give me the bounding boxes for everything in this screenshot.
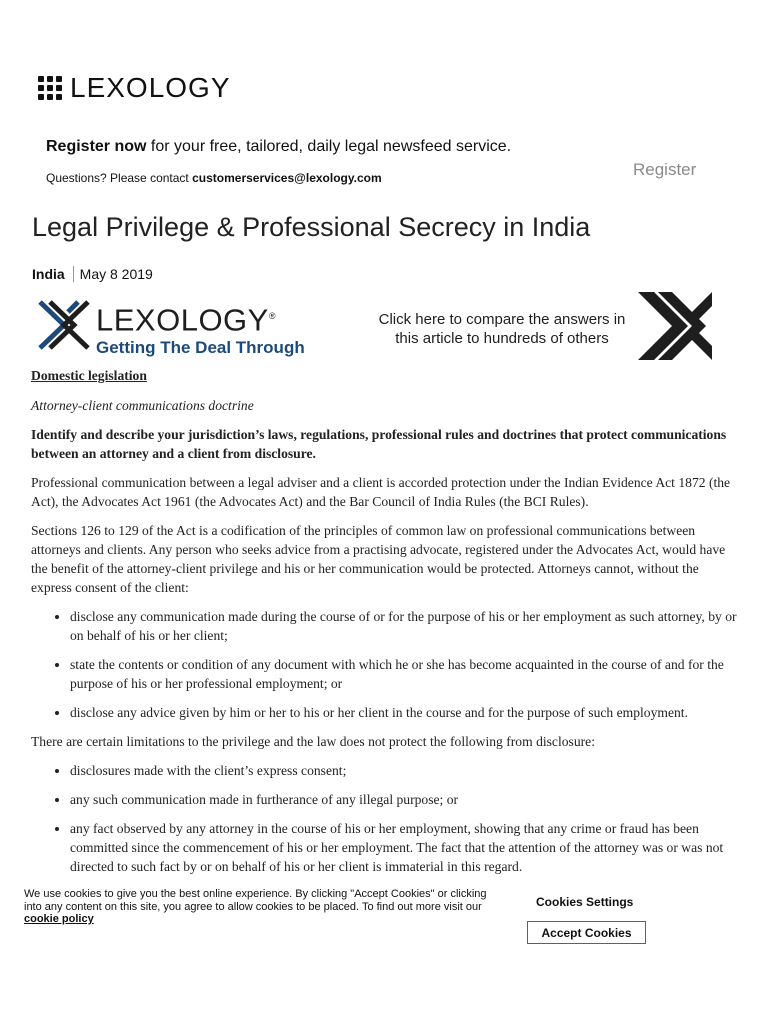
list-item: • disclose any advice given by him or her to his or her client in the course and for the purpose of such employment.	[70, 703, 741, 722]
list-item: • any such communication made in furtherance of any illegal purpose; or	[70, 790, 741, 809]
lexology-logo[interactable]	[38, 72, 231, 104]
list-item: • disclosures made with the client’s express consent;	[70, 761, 741, 780]
banner-cta-line2: this article to hundreds of others	[395, 330, 609, 347]
accept-cookies-button[interactable]: Accept Cookies	[527, 921, 646, 944]
page-title: Legal Privilege & Professional Secrecy in India	[32, 212, 591, 242]
register-message-text: for your free, tailored, daily legal newsfeed service.	[146, 138, 512, 155]
gtdt-tagline: Getting The Deal Through	[96, 338, 305, 358]
cookie-notice	[24, 888, 494, 926]
x-logo-icon	[38, 300, 90, 350]
contact-line	[46, 171, 382, 185]
section-heading: Domestic legislation	[31, 368, 147, 383]
banner-cta[interactable]	[368, 310, 636, 348]
paragraph-3: There are certain limitations to the privilege and the law does not protect the following from disclosure:	[31, 734, 595, 749]
contact-email-link[interactable]: customerservices@lexology.com	[192, 171, 382, 185]
cookie-settings-button[interactable]: Cookies Settings	[536, 895, 634, 909]
list-item: • any fact observed by any attorney in the course of his or her employment, showing that any crime or fraud has been committed since the commencement of his or her employment. The fact that the attention of the attorney was or was not directed to such fact by or on behalf of his or her client is immaterial in this regard.	[70, 819, 741, 876]
protected-list	[31, 607, 741, 722]
logo-text: LEXOLOGY	[70, 72, 231, 103]
jurisdiction-label[interactable]: India	[32, 266, 74, 282]
gtdt-brand: LEXOLOGY	[96, 302, 269, 338]
cookie-policy-link[interactable]: cookie policy	[24, 913, 94, 925]
article-body	[31, 366, 741, 886]
register-message	[46, 138, 511, 156]
logo-dots-icon	[38, 76, 62, 100]
gtdt-logo: LEXOLOGY® Getting The Deal Through	[38, 300, 305, 358]
question: Identify and describe your jurisdiction’s laws, regulations, professional rules and doctrines that protect communications between an attorney and a client from disclosure.	[31, 427, 727, 461]
banner-cta-line1: Click here to compare the answers in	[378, 311, 626, 328]
register-button[interactable]: Register	[633, 160, 697, 179]
register-now-link[interactable]: Register now	[46, 138, 147, 155]
large-x-icon	[638, 292, 712, 360]
limitations-list	[31, 761, 741, 876]
paragraph-2: Sections 126 to 129 of the Act is a codification of the principles of common law on professional communications between attorneys and clients. Any person who seeks advice from a practising advocate, registered under the Advocates Act, would have the benefit of the attorney-client privilege and his or her communication would be protected. Attorneys cannot, without the express consent of the client:	[31, 523, 726, 595]
article-meta	[32, 266, 153, 282]
subheading: Attorney-client communications doctrine	[31, 398, 254, 413]
cookie-notice-text: We use cookies to give you the best online experience. By clicking "Accept Cookies" or clicking into any content on this site, you agree to allow cookies to be placed. To find out more visit our	[24, 888, 487, 913]
contact-prefix: Questions? Please contact	[46, 171, 193, 185]
article-date: May 8 2019	[79, 266, 153, 282]
list-item: • state the contents or condition of any document with which he or she has become acquainted in the course of and for the purpose of his or her professional employment; or	[70, 655, 741, 693]
gtdt-banner[interactable]	[38, 292, 714, 360]
paragraph-1: Professional communication between a legal adviser and a client is accorded protection under the Indian Evidence Act 1872 (the Act), the Advocates Act 1961 (the Advocates Act) and the Bar Council of India Rules (the BCI Rules).	[31, 475, 731, 509]
list-item: • disclose any communication made during the course of or for the purpose of his or her employment as such attorney, by or on behalf of his or her client;	[70, 607, 741, 645]
